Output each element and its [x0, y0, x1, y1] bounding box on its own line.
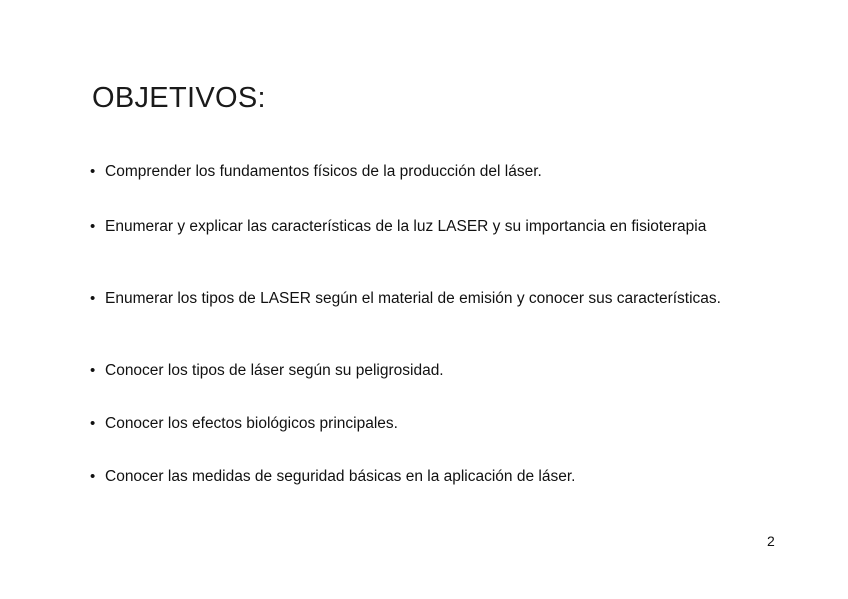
list-item [90, 414, 730, 434]
page-number: 2 [767, 533, 775, 549]
list-item-text: Enumerar los tipos de LASER según el material de emisión y conocer sus características. [105, 290, 721, 307]
list-item-text: Conocer las medidas de seguridad básicas en la aplicación de láser. [105, 468, 576, 485]
bullet-icon: • [90, 415, 96, 432]
list-item [90, 217, 730, 237]
list-item [90, 289, 730, 309]
bullet-icon: • [90, 218, 96, 235]
bullet-icon: • [90, 290, 96, 307]
list-item [90, 467, 730, 487]
slide-title: OBJETIVOS: [92, 82, 266, 114]
list-item [90, 361, 730, 381]
list-item-text: Conocer los tipos de láser según su peligrosidad. [105, 362, 444, 379]
list-item-text: Enumerar y explicar las características de la luz LASER y su importancia en fisioterapia [105, 218, 707, 235]
list-item-text: Conocer los efectos biológicos principales. [105, 415, 398, 432]
bullet-icon: • [90, 163, 96, 180]
bullet-icon: • [90, 468, 96, 485]
list-item [90, 162, 730, 182]
bullet-icon: • [90, 362, 96, 379]
list-item-text: Comprender los fundamentos físicos de la producción del láser. [105, 163, 542, 180]
